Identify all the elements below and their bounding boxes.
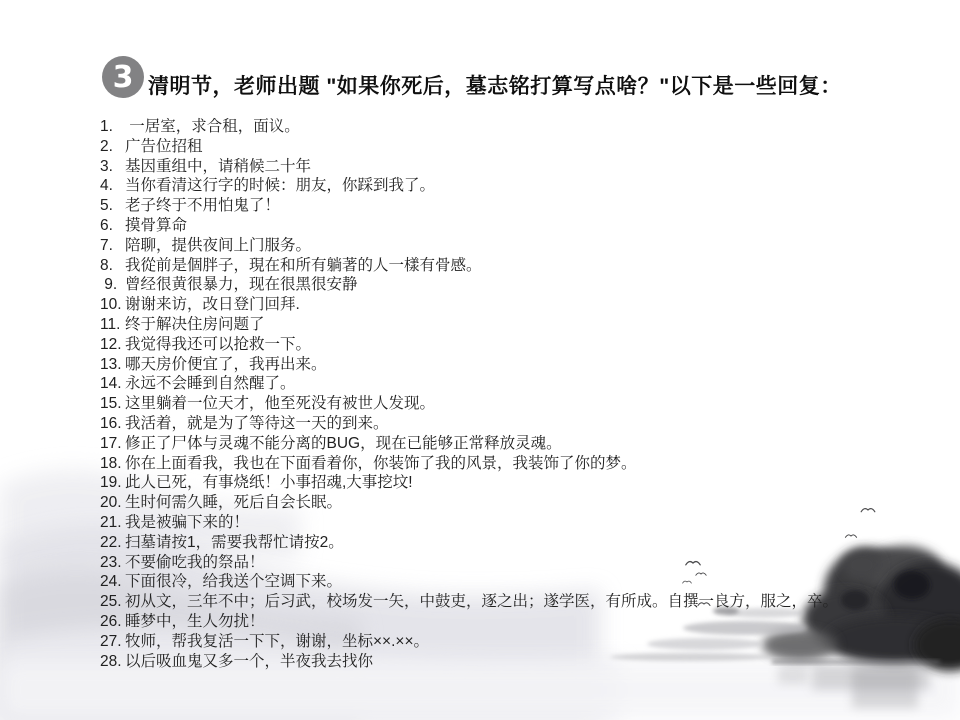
list-item-number: 4. <box>100 177 113 195</box>
list-item-text: 陪聊，提供夜间上门服务。 <box>125 236 312 254</box>
list-item-number: 3. <box>100 157 113 175</box>
list-item-text: 终于解决住房问题了 <box>125 315 265 333</box>
list-item-text: 谢谢来访，改日登门回拜. <box>125 296 300 314</box>
list-item-number: 1. <box>100 118 113 135</box>
list-item-number: 19. <box>100 474 122 492</box>
list-item-text: 我從前是個胖子，現在和所有躺著的人一樣有骨感。 <box>125 256 482 274</box>
list-item <box>100 374 950 394</box>
list-item-text: 以后吸血鬼又多一个，半夜我去找你 <box>125 652 374 670</box>
list-item-text: 睡梦中，生人勿扰！ <box>125 612 265 630</box>
list-item-text: 牧师，帮我复活一下下，谢谢，坐标××.××。 <box>125 632 430 650</box>
slide-title: 清明节，老师出题 "如果你死后，墓志铭打算写点啥？"以下是一些回复： <box>148 75 842 98</box>
list-item-number: 13. <box>100 355 122 373</box>
list-item-text: 我活着，就是为了等待这一天的到来。 <box>125 414 389 432</box>
list-item-text: 哪天房价便宜了，我再出来。 <box>125 355 327 373</box>
list-item-text: 广告位招租 <box>125 137 203 155</box>
list-item-number: 7. <box>100 236 113 254</box>
list-item-text: 摸骨算命 <box>125 216 188 234</box>
list-item <box>100 632 950 652</box>
list-item-number: 25. <box>100 593 122 611</box>
list-item <box>100 394 950 414</box>
list-item <box>100 256 950 276</box>
list-item <box>100 592 950 612</box>
list-item <box>100 533 950 553</box>
list-item-number: 24. <box>100 573 122 591</box>
list-item <box>100 454 950 474</box>
list-item <box>100 473 950 493</box>
list-item-number: 15. <box>100 395 122 413</box>
list-item-number: 23. <box>100 553 122 571</box>
list-item-number: 20. <box>100 494 122 512</box>
list-item-text: 此人已死，有事烧纸！小事招魂,大事挖坟! <box>125 474 413 492</box>
list-item-number: 11. <box>100 315 121 333</box>
list-item-text: 永远不会睡到自然醒了。 <box>125 375 296 393</box>
list-item-number: 12. <box>100 335 122 353</box>
list-item-text: 曾经很黄很暴力，现在很黑很安静 <box>125 276 358 294</box>
list-item-text: 不要偷吃我的祭品！ <box>125 553 265 571</box>
list-item-text: 下面很冷，给我送个空调下来。 <box>125 573 343 591</box>
list-item-text: 基因重组中，请稍候二十年 <box>125 157 312 175</box>
list-item-number: 8. <box>100 256 113 274</box>
list-item-number: 17. <box>100 434 122 452</box>
list-item-text: 修正了尸体与灵魂不能分离的BUG，现在已能够正常释放灵魂。 <box>125 434 562 452</box>
list-item <box>100 236 950 256</box>
list-item-number: 6. <box>100 216 113 234</box>
list-item <box>100 493 950 513</box>
list-item <box>100 572 950 592</box>
list-item <box>100 513 950 533</box>
list-item <box>100 196 950 216</box>
list-item-number: 16. <box>100 414 122 432</box>
list-item-text: 一居室，求合租，面议。 <box>125 118 300 135</box>
list-item <box>100 335 950 355</box>
slide-number-badge <box>102 56 144 98</box>
list-item <box>100 117 950 137</box>
list-item-number: 27. <box>100 632 122 650</box>
reply-list <box>100 117 950 671</box>
list-item-text: 这里躺着一位天才，他至死没有被世人发现。 <box>125 395 436 413</box>
list-item <box>100 275 950 295</box>
list-item <box>100 612 950 632</box>
list-item <box>100 652 950 672</box>
list-item-text: 生时何需久睡，死后自会长眠。 <box>125 494 343 512</box>
list-item-number: 26. <box>100 612 122 630</box>
list-item-text: 当你看清这行字的时候：朋友，你踩到我了。 <box>125 177 436 195</box>
list-item-number: 18. <box>100 454 122 472</box>
list-item-text: 老子终于不用怕鬼了！ <box>125 197 281 215</box>
list-item-text: 初从文，三年不中；后习武，校场发一矢，中鼓吏，逐之出；遂学医，有所成。自撰一良方，服之，卒。 <box>125 593 839 611</box>
list-item <box>100 553 950 573</box>
list-item <box>100 295 950 315</box>
list-item <box>100 355 950 375</box>
list-item-number: 28. <box>100 652 122 670</box>
list-item-number: 22. <box>100 533 122 551</box>
list-item-number: 9. <box>100 276 118 294</box>
list-item-number: 10. <box>100 296 122 314</box>
list-item-text: 扫墓请按1，需要我帮忙请按2。 <box>125 533 344 551</box>
list-item-number: 5. <box>100 197 113 215</box>
list-item-text: 你在上面看我，我也在下面看着你，你装饰了我的风景，我装饰了你的梦。 <box>125 454 637 472</box>
list-item <box>100 315 950 335</box>
list-item <box>100 176 950 196</box>
list-item <box>100 414 950 434</box>
list-item <box>100 157 950 177</box>
list-item <box>100 434 950 454</box>
list-item-number: 14. <box>100 375 122 393</box>
list-item <box>100 216 950 236</box>
list-item-number: 21. <box>100 513 122 531</box>
slide-number-text: 3 <box>112 59 134 95</box>
list-item-text: 我觉得我还可以抢救一下。 <box>125 335 312 353</box>
list-item-text: 我是被骗下来的！ <box>125 513 250 531</box>
list-item-number: 2. <box>100 137 113 155</box>
list-item <box>100 137 950 157</box>
